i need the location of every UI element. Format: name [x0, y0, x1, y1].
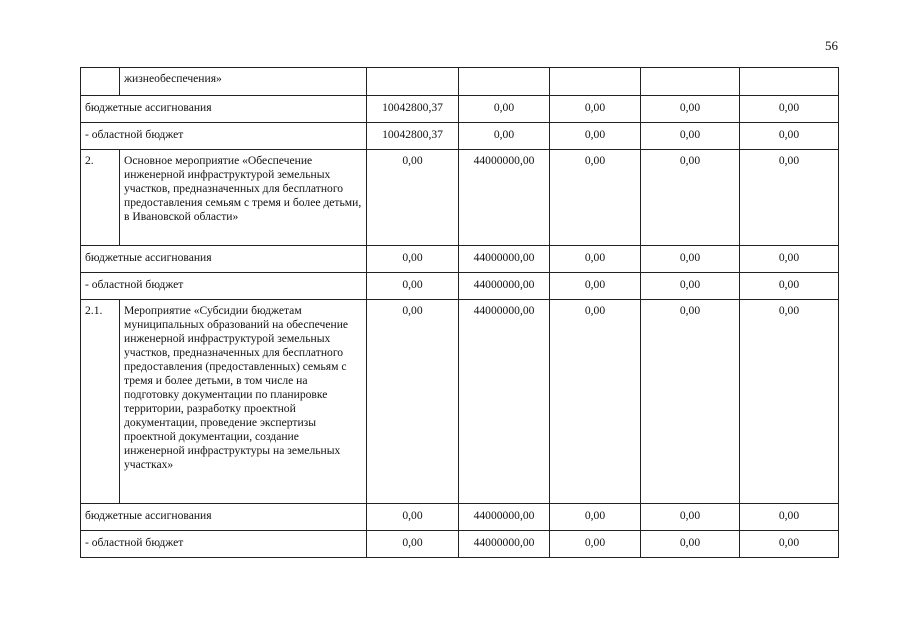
value-cell: 0,00 [641, 123, 740, 150]
table-row [81, 531, 839, 558]
funding-label-cell: бюджетные ассигнования [81, 504, 367, 531]
value-cell: 10042800,37 [367, 96, 459, 123]
value-cell: 0,00 [550, 123, 641, 150]
value-cell: 0,00 [367, 273, 459, 300]
page-number: 56 [825, 38, 838, 53]
value-cell: 0,00 [740, 123, 839, 150]
value-cell: 0,00 [740, 96, 839, 123]
value-cell: 0,00 [459, 123, 550, 150]
value-cell: 0,00 [641, 531, 740, 558]
value-cell: 44000000,00 [459, 273, 550, 300]
value-cell: 0,00 [550, 246, 641, 273]
funding-label-cell: бюджетные ассигнования [81, 246, 367, 273]
budget-table [80, 67, 839, 558]
value-cell: 0,00 [367, 150, 459, 246]
value-cell: 0,00 [641, 150, 740, 246]
value-cell: 44000000,00 [459, 150, 550, 246]
table-row [81, 123, 839, 150]
value-cell: 0,00 [550, 300, 641, 504]
value-cell [740, 68, 839, 96]
value-cell: 0,00 [740, 150, 839, 246]
value-cell: 0,00 [740, 504, 839, 531]
value-cell: 10042800,37 [367, 123, 459, 150]
value-cell: 0,00 [740, 300, 839, 504]
table-row [81, 246, 839, 273]
table-row [81, 96, 839, 123]
value-cell: 0,00 [641, 504, 740, 531]
value-cell: 44000000,00 [459, 531, 550, 558]
value-cell: 0,00 [367, 300, 459, 504]
value-cell [641, 68, 740, 96]
value-cell: 0,00 [550, 150, 641, 246]
value-cell [367, 68, 459, 96]
item-number-cell: 2. [81, 150, 120, 246]
value-cell: 0,00 [740, 246, 839, 273]
value-cell: 0,00 [641, 273, 740, 300]
table-row [81, 68, 839, 96]
table-row [81, 504, 839, 531]
value-cell: 0,00 [740, 531, 839, 558]
value-cell: 0,00 [459, 96, 550, 123]
table-row [81, 150, 839, 246]
value-cell: 0,00 [641, 96, 740, 123]
value-cell: 44000000,00 [459, 246, 550, 273]
value-cell [459, 68, 550, 96]
item-description-cell: жизнеобеспечения» [120, 68, 367, 96]
item-description-cell: Мероприятие «Субсидии бюджетам муниципальных образований на обеспечение инженерной инфраструктурой земельных участков, предназначенных для бесплатного предоставления (предоставленных) семьям с тремя и более детьми, в том числе на подготовку документации по планировке территории, разработку проектной документации, проведение экспертизы проектной документации, создание инженерной инфраструктуры на земельных участках» [120, 300, 367, 504]
funding-label-cell: - областной бюджет [81, 273, 367, 300]
value-cell: 0,00 [367, 504, 459, 531]
funding-label-cell: - областной бюджет [81, 531, 367, 558]
value-cell: 0,00 [550, 531, 641, 558]
item-number-cell: 2.1. [81, 300, 120, 504]
table-row [81, 273, 839, 300]
value-cell: 44000000,00 [459, 300, 550, 504]
value-cell: 0,00 [550, 273, 641, 300]
item-number-cell [81, 68, 120, 96]
funding-label-cell: бюджетные ассигнования [81, 96, 367, 123]
value-cell: 44000000,00 [459, 504, 550, 531]
value-cell: 0,00 [641, 300, 740, 504]
value-cell [550, 68, 641, 96]
value-cell: 0,00 [641, 246, 740, 273]
value-cell: 0,00 [367, 246, 459, 273]
value-cell: 0,00 [550, 96, 641, 123]
funding-label-cell: - областной бюджет [81, 123, 367, 150]
item-description-cell: Основное мероприятие «Обеспечение инженерной инфраструктурой земельных участков, предназначенных для бесплатного предоставления семьям с тремя и более детьми, в Ивановской области» [120, 150, 367, 246]
table-row [81, 300, 839, 504]
value-cell: 0,00 [550, 504, 641, 531]
value-cell: 0,00 [367, 531, 459, 558]
value-cell: 0,00 [740, 273, 839, 300]
